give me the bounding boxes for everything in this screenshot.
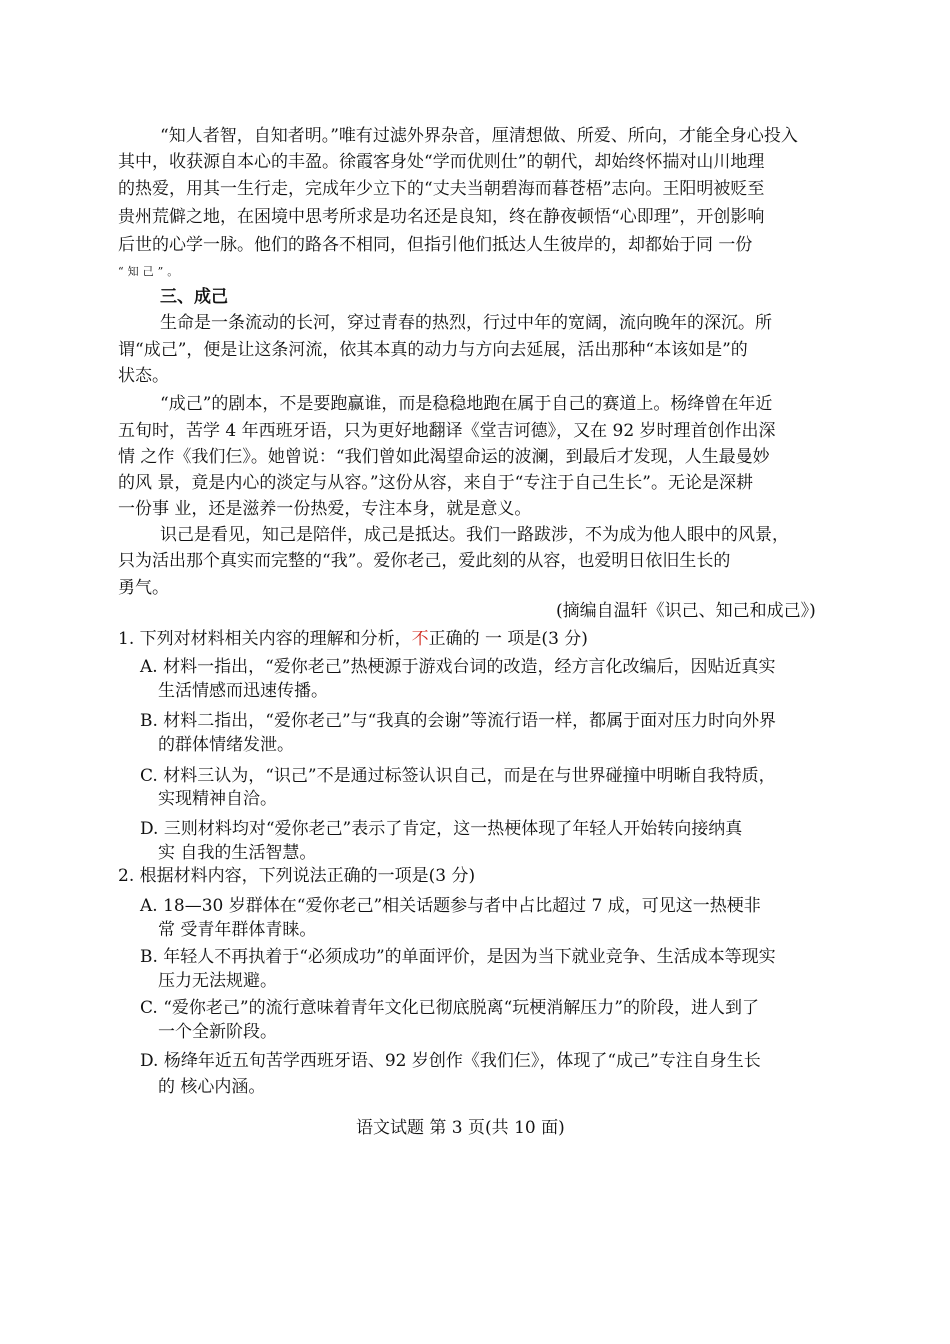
stem-text: 1. 下列对材料相关内容的理解和分析， xyxy=(118,629,412,649)
question-2-stem: 2. 根据材料内容，下列说法正确的一项是(3 分) xyxy=(118,866,476,886)
option-d-line: D. 三则材料均对“爱你老己”表示了肯定，这一热梗体现了年轻人开始转向接纳真 xyxy=(140,819,743,839)
option-a-line: A. 18—30 岁群体在“爱你老己”相关话题参与者中占比超过 7 成，可见这一热梗非 xyxy=(140,896,761,916)
passage-line: 识己是看见，知己是陪伴，成己是抵达。我们一路跋涉，不为成为他人眼中的风景， xyxy=(160,525,789,545)
option-d-line: 的 核心内涵。 xyxy=(158,1077,266,1097)
passage-line: “知人者智，自知者明。”唯有过滤外界杂音，厘清想做、所爱、所向，才能全身心投入 xyxy=(160,126,798,146)
option-a-line: 常 受青年群体青睐。 xyxy=(158,920,317,940)
passage-line: 生命是一条流动的长河，穿过青春的热烈，行过中年的宽阔，流向晚年的深沉。所 xyxy=(160,313,772,333)
option-a-line: A. 材料一指出，“爱你老己”热梗源于游戏台词的改造，经方言化改编后，因贴近真实 xyxy=(140,657,776,677)
page-footer: 语文试题 第 3 页(共 10 面) xyxy=(356,1118,565,1138)
option-d-line: 实 自我的生活智慧。 xyxy=(158,843,317,863)
passage-line: 谓“成己”，便是让这条河流，依其本真的动力与方向去延展，活出那种“本该如是”的 xyxy=(118,340,748,360)
passage-line: 情 之作《我们仨》。她曾说：“我们曾如此渴望命运的波澜，到最后才发现，人生最曼妙 xyxy=(118,447,770,467)
option-c-line: C. “爱你老己”的流行意味着青年文化已彻底脱离“玩梗消解压力”的阶段，进人到了 xyxy=(140,998,759,1018)
passage-line: 的热爱，用其一生行走，完成年少立下的“丈夫当朝碧海而暮苍梧”志向。王阳明被贬至 xyxy=(118,179,765,199)
passage-line: 后世的心学一脉。他们的路各不相同，但指引他们抵达人生彼岸的，却都始于同 一份 xyxy=(118,235,753,255)
source-citation: (摘编自温轩《识己、知己和成己》) xyxy=(556,601,816,621)
passage-line: 只为活出那个真实而完整的“我”。爱你老己，爱此刻的从容，也爱明日依旧生长的 xyxy=(118,551,731,571)
option-d-line: D. 杨绛年近五旬苦学西班牙语、92 岁创作《我们仨》，体现了“成己”专注自身生长 xyxy=(140,1051,761,1071)
option-c-line: 实现精神自洽。 xyxy=(158,789,277,809)
passage-line: 勇气。 xyxy=(118,578,169,598)
question-1-stem xyxy=(118,628,588,650)
option-b-line: B. 材料二指出，“爱你老己”与“我真的会谢”等流行语一样，都属于面对压力时向外界 xyxy=(140,711,777,731)
option-b-line: 的群体情绪发泄。 xyxy=(158,735,294,755)
stem-emphasis: 不 xyxy=(411,629,429,649)
section-heading: 三、成己 xyxy=(160,287,228,307)
passage-line: 一份事 业，还是滋养一份热爱，专注本身，就是意义。 xyxy=(118,499,532,519)
stem-text: 正确的 一 项是(3 分) xyxy=(428,629,588,649)
passage-line: “知己”。 xyxy=(118,265,183,278)
option-b-line: 压力无法规避。 xyxy=(158,971,277,991)
option-a-line: 生活情感而迅速传播。 xyxy=(158,681,328,701)
passage-line: 其中，收获源自本心的丰盈。徐霞客身处“学而优则仕”的朝代，却始终怀揣对山川地理 xyxy=(118,152,765,172)
option-c-line: 一个全新阶段。 xyxy=(158,1022,277,1042)
passage-line: “成己”的剧本，不是要跑赢谁，而是稳稳地跑在属于自己的赛道上。杨绛曾在年近 xyxy=(160,394,773,414)
passage-line: 的风 景，竟是内心的淡定与从容。”这份从容，来自于“专注于自己生长”。无论是深耕 xyxy=(118,473,753,493)
option-b-line: B. 年轻人不再执着于“必须成功”的单面评价，是因为当下就业竞争、生活成本等现实 xyxy=(140,947,776,967)
option-c-line: C. 材料三认为，“识己”不是通过标签认识自己，而是在与世界碰撞中明晰自我特质， xyxy=(140,766,776,786)
passage-line: 状态。 xyxy=(118,366,169,386)
passage-line: 五旬时，苦学 4 年西班牙语，只为更好地翻译《堂吉诃德》，又在 92 岁时理首创作出深 xyxy=(118,421,776,441)
passage-line: 贵州荒僻之地，在困境中思考所求是功名还是良知，终在静夜顿悟“心即理”，开创影响 xyxy=(118,207,765,227)
